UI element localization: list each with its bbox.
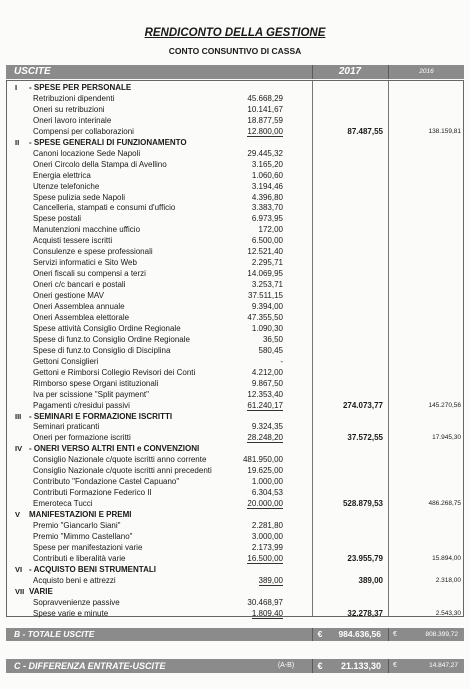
page-title: RENDICONTO DELLA GESTIONE: [144, 27, 326, 39]
section-total: 23.955,79: [347, 553, 383, 563]
totale-uscite-prior-value: 808.399,72: [425, 631, 458, 638]
line-item: [7, 105, 465, 115]
line-item-label: Premio "Giancarlo Siani": [33, 521, 121, 530]
line-item-label: Iva per scissione "Split payment": [33, 389, 149, 399]
line-item: [7, 116, 465, 126]
line-item: [7, 422, 465, 432]
line-item: [7, 499, 465, 509]
line-item: [7, 433, 465, 443]
line-item-label: Gettoni Consiglieri: [33, 356, 99, 366]
line-item-amount: 6.304,53: [251, 488, 283, 498]
line-item-amount: 29.445,32: [247, 148, 283, 158]
prior-year-total: 2.318,00: [435, 576, 461, 584]
line-item-label: Oneri gestione MAV: [33, 291, 104, 301]
line-item-amount: 481.950,00: [242, 455, 283, 465]
section-number: I: [15, 83, 18, 92]
line-item-amount: 18.877,59: [247, 115, 283, 125]
line-item-amount: 45.668,29: [247, 93, 283, 103]
line-item-label: Utenze telefoniche: [33, 181, 100, 191]
line-item: [7, 335, 465, 345]
line-item: [7, 488, 465, 498]
line-item-amount: 3.253,71: [251, 280, 283, 290]
line-item-label: Spese varie e minute: [33, 608, 109, 618]
line-item-amount: 4.396,80: [251, 192, 283, 202]
section-number: V: [15, 510, 21, 520]
line-item-label: Oneri Circolo della Stampa di Avellino: [33, 159, 167, 169]
line-item-label: Canoni locazione Sede Napoli: [33, 148, 141, 158]
line-item: [7, 576, 465, 586]
section-total: 389,00: [358, 575, 383, 585]
line-item-label: Energia elettrica: [33, 170, 91, 180]
line-item-label: Oneri Assemblea annuale: [33, 302, 125, 311]
line-item-label: Spese per manifestazioni varie: [33, 542, 143, 552]
line-item-amount: 1.000,00: [251, 477, 283, 487]
section-total: 32.278,37: [347, 608, 383, 618]
line-item: [7, 171, 465, 181]
line-item-label: Spese pulizia sede Napoli: [33, 192, 126, 202]
line-item: [7, 269, 465, 279]
uscite-label: USCITE: [14, 66, 51, 77]
line-item: [7, 466, 465, 476]
differenza-label: C - DIFFERENZA ENTRATE-USCITE: [14, 661, 166, 671]
line-item-label: Manutenzioni macchine ufficio: [33, 225, 141, 235]
differenza-currency: €: [317, 661, 323, 671]
line-item: [7, 346, 465, 356]
prior-year-total: 138.159,81: [428, 127, 461, 135]
line-item-amount: 6.973,95: [251, 214, 283, 224]
line-item: [7, 521, 465, 531]
section-title: - ACQUISTO BENI STRUMENTALI: [29, 564, 156, 574]
line-item-label: Oneri c/c bancari e postali: [33, 280, 126, 290]
prior-year-total: 2.543,30: [435, 609, 461, 617]
line-item: [7, 543, 465, 553]
line-item: [7, 357, 465, 367]
line-item-amount: -: [280, 356, 283, 366]
year-current: 2017: [338, 66, 362, 77]
line-item-label: Servizi informatici e Sito Web: [33, 258, 137, 268]
section-number: II: [15, 137, 20, 147]
line-item: [7, 368, 465, 378]
section-header: [7, 510, 465, 520]
line-item-amount: 47.355,50: [247, 312, 283, 322]
section-header: [7, 565, 465, 575]
line-item-amount: 19.625,00: [247, 466, 283, 476]
totale-uscite-value: 984.636,56: [338, 629, 381, 639]
section-header: [7, 444, 465, 454]
totale-uscite-prior-currency: €: [393, 631, 397, 638]
line-item: [7, 598, 465, 608]
differenza-prior-currency: €: [393, 662, 397, 669]
prior-year-total: 145.270,56: [428, 401, 461, 409]
line-item-amount: 2.281,80: [251, 521, 283, 530]
line-item-amount: 389,00: [258, 575, 283, 585]
section-total: 87.487,55: [347, 126, 383, 136]
line-item-label: Contributo "Fondazione Castel Capuano": [33, 477, 180, 487]
prior-year-total: 17.945,30: [432, 434, 461, 442]
section-title: - SPESE GENERALI DI FUNZIONAMENTO: [29, 137, 187, 147]
line-item-label: Compensi per collaborazioni: [33, 126, 134, 136]
line-item: [7, 609, 465, 619]
section-number: IV: [15, 444, 23, 454]
section-header: [7, 587, 465, 597]
totale-uscite-label: B - TOTALE USCITE: [14, 629, 95, 639]
line-item: [7, 401, 465, 411]
line-item: [7, 225, 465, 235]
line-item: [7, 532, 465, 542]
line-item-amount: 10.141,67: [247, 104, 283, 114]
line-item-label: Spese di funz.to Consiglio Ordine Regionale: [33, 334, 190, 344]
line-item-amount: 16.500,00: [247, 553, 283, 563]
line-item-label: Acquisti tessere iscritti: [33, 236, 113, 246]
line-item-label: Retribuzioni dipendenti: [33, 93, 115, 103]
line-item-label: Seminari praticanti: [33, 422, 100, 432]
line-item-label: Acquisto beni e attrezzi: [33, 575, 116, 585]
line-item: [7, 313, 465, 323]
line-item-label: Sopravvenienze passive: [33, 597, 120, 607]
line-item-amount: 2.295,71: [251, 258, 283, 268]
line-item-amount: 9.324,35: [251, 422, 283, 432]
prior-year-total: 15.894,00: [432, 554, 461, 562]
uscite-table: [6, 80, 464, 617]
section-total: 37.572,55: [347, 433, 383, 443]
line-item: [7, 182, 465, 192]
line-item: [7, 247, 465, 257]
line-item: [7, 193, 465, 203]
line-item: [7, 127, 465, 137]
line-item-amount: 14.069,95: [247, 269, 283, 279]
section-title: - ONERI VERSO ALTRI ENTI e CONVENZIONI: [29, 444, 200, 454]
totale-uscite-currency: €: [317, 629, 323, 639]
line-item: [7, 236, 465, 246]
line-item-amount: 6.500,00: [251, 236, 283, 246]
line-item: [7, 455, 465, 465]
section-title: - SPESE PER PERSONALE: [29, 83, 132, 92]
line-item-amount: 61.240,17: [247, 400, 283, 410]
line-item-label: Cancelleria, stampati e consumi d'ufficio: [33, 203, 176, 213]
line-item-label: Contributi e liberalità varie: [33, 553, 126, 563]
line-item-amount: 37.511,15: [248, 291, 283, 301]
line-item-label: Pagamenti c/residui passivi: [33, 400, 130, 410]
line-item-label: Spese postali: [33, 214, 82, 224]
line-item-label: Spese di funz.to Consiglio di Disciplina: [33, 345, 171, 355]
line-item-label: Rimborso spese Organi istituzionali: [33, 378, 159, 388]
line-item: [7, 280, 465, 290]
line-item-amount: 1.809,40: [251, 608, 283, 618]
line-item: [7, 554, 465, 564]
differenza-formula: (A-B): [277, 662, 295, 669]
section-title: - SEMINARI E FORMAZIONE ISCRITTI: [29, 411, 173, 421]
line-item-label: Contributi Formazione Federico II: [33, 488, 152, 498]
line-item-amount: 12.521,40: [247, 247, 283, 257]
line-item: [7, 390, 465, 400]
section-header: [7, 412, 465, 422]
section-number: VII: [15, 586, 25, 596]
uscite-header: [6, 65, 464, 79]
line-item-amount: 9.394,00: [251, 302, 283, 311]
line-item-label: Gettoni e Rimborsi Collegio Revisori dei Conti: [33, 367, 196, 377]
line-item: [7, 379, 465, 389]
line-item-amount: 20.000,00: [247, 499, 283, 509]
section-header: [7, 138, 465, 148]
differenza-bar: [6, 659, 464, 673]
line-item-amount: 36,50: [262, 334, 283, 344]
line-item: [7, 214, 465, 224]
line-item-amount: 12.353,40: [247, 389, 283, 399]
line-item-label: Oneri per formazione iscritti: [33, 433, 131, 443]
line-item-amount: 3.383,70: [251, 203, 283, 213]
page-subtitle: CONTO CONSUNTIVO DI CASSA: [168, 46, 302, 56]
year-prior: 2016: [419, 68, 434, 75]
line-item-label: Premio "Mimmo Castellano": [33, 531, 133, 541]
differenza-value: 21.133,30: [340, 661, 381, 671]
line-item-label: Consiglio Nazionale c/quote iscritti anno corrente: [33, 455, 207, 465]
line-item: [7, 477, 465, 487]
line-item: [7, 258, 465, 268]
line-item-label: Spese attività Consiglio Ordine Regionale: [33, 323, 181, 333]
line-item-label: Consiglio Nazionale c/quote iscritti anni precedenti: [33, 466, 212, 476]
prior-year-total: 486.268,75: [428, 500, 461, 508]
line-item-label: Oneri Assemblea elettorale: [33, 312, 130, 322]
line-item: [7, 203, 465, 213]
line-item-amount: 580,45: [258, 345, 283, 355]
line-item: [7, 302, 465, 312]
totale-uscite-bar: [6, 628, 464, 641]
line-item: [7, 160, 465, 170]
line-item: [7, 94, 465, 104]
line-item-amount: 9.867,50: [251, 378, 283, 388]
line-item-amount: 1.090,30: [251, 323, 283, 333]
line-item-amount: 4.212,00: [251, 367, 283, 377]
line-item-amount: 1.060,60: [251, 170, 283, 180]
differenza-prior-value: 14.847,27: [429, 662, 458, 669]
line-item-amount: 3.165,20: [251, 159, 283, 169]
section-total: 274.073,77: [342, 400, 383, 410]
line-item-label: Oneri fiscali su compensi a terzi: [33, 269, 146, 279]
line-item-label: Emeroteca Tucci: [33, 499, 93, 509]
section-title: MANIFESTAZIONI E PREMI: [29, 510, 132, 520]
line-item-amount: 30.468,97: [247, 597, 283, 607]
line-item: [7, 149, 465, 159]
section-header: [7, 83, 465, 93]
section-title: VARIE: [29, 586, 53, 596]
line-item-label: Oneri su retribuzioni: [33, 104, 105, 114]
line-item-amount: 12.800,00: [247, 126, 283, 136]
section-total: 528.879,53: [342, 499, 383, 509]
line-item-amount: 172,00: [258, 225, 283, 235]
line-item-amount: 3.194,46: [251, 181, 283, 191]
line-item-label: Oneri lavoro interinale: [33, 115, 112, 125]
line-item-label: Consulenze e spese professionali: [33, 247, 153, 257]
section-number: VI: [15, 564, 23, 574]
line-item: [7, 291, 465, 301]
line-item: [7, 324, 465, 334]
line-item-amount: 28.248,20: [247, 433, 283, 443]
line-item-amount: 3.000,00: [251, 531, 283, 541]
line-item-amount: 2.173,99: [251, 542, 283, 552]
section-number: III: [15, 411, 22, 421]
